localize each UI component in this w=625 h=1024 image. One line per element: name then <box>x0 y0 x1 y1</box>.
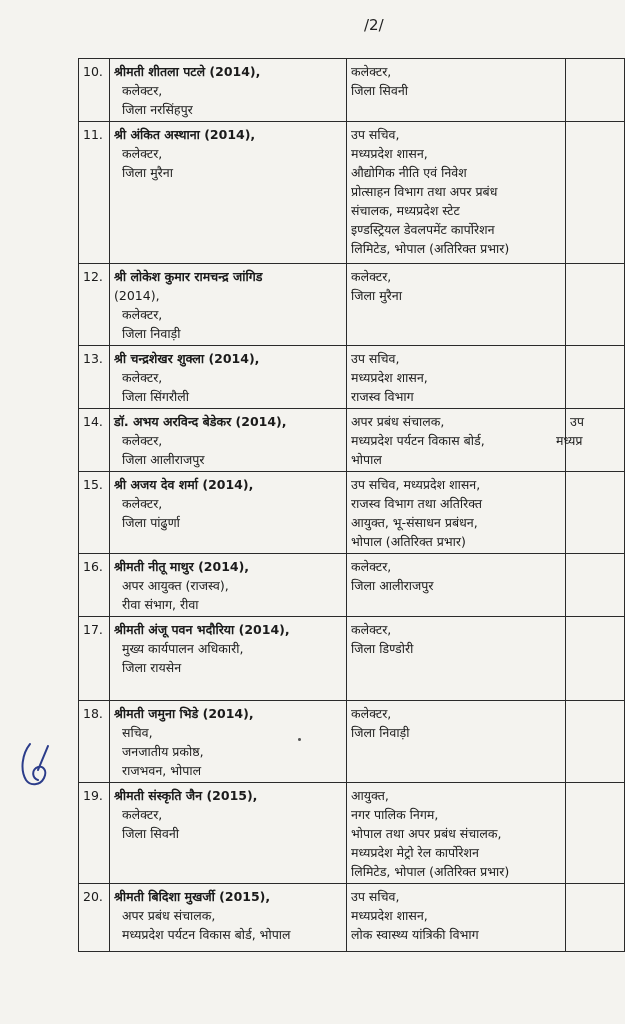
officer-name: श्रीमती जमुना भिडे (2014), <box>114 706 254 721</box>
table-row <box>79 617 625 701</box>
officer-cell <box>110 409 347 472</box>
new-posting-cell <box>347 122 566 264</box>
officer-cell <box>110 884 347 952</box>
new-posting-line: औद्योगिक नीति एवं निवेश <box>351 165 467 180</box>
officer-current-post: मध्यप्रदेश पर्यटन विकास बोर्ड, भोपाल <box>122 927 291 942</box>
remarks-cell <box>566 59 625 122</box>
officer-current-post: सचिव, <box>122 725 153 740</box>
new-posting-line: उप सचिव, <box>351 127 400 142</box>
officer-cell <box>110 346 347 409</box>
officer-current-post: जनजातीय प्रकोष्ठ, <box>122 744 204 759</box>
table-row <box>79 783 625 884</box>
table-row <box>79 884 625 952</box>
serial-number: 15. <box>79 472 110 554</box>
table-row <box>79 59 625 122</box>
officer-name: श्रीमती बिदिशा मुखर्जी (2015), <box>114 889 271 904</box>
new-posting-cell <box>347 617 566 701</box>
new-posting-cell <box>347 59 566 122</box>
officer-name: श्री अंकित अस्थाना (2014), <box>114 127 256 142</box>
officer-current-post: मुख्य कार्यपालन अधिकारी, <box>122 641 244 656</box>
new-posting-line: नगर पालिक निगम, <box>351 807 439 822</box>
new-posting-line: मध्यप्रदेश शासन, <box>351 908 428 923</box>
remarks-cell <box>566 472 625 554</box>
new-posting-line: प्रोत्साहन विभाग तथा अपर प्रबंध <box>351 184 498 199</box>
officer-current-post: (2014), <box>114 288 160 303</box>
officer-current-post: कलेक्टर, <box>122 370 163 385</box>
officer-cell <box>110 617 347 701</box>
table-row <box>79 346 625 409</box>
new-posting-line: इण्डस्ट्रियल डेवलपमेंट कार्पोरेशन <box>351 222 495 237</box>
new-posting-line: मध्यप्रदेश शासन, <box>351 146 428 161</box>
officer-current-post: अपर आयुक्त (राजस्व), <box>122 578 229 593</box>
serial-number: 20. <box>79 884 110 952</box>
officer-current-post: कलेक्टर, <box>122 807 163 822</box>
serial-number: 11. <box>79 122 110 264</box>
page-number: /2/ <box>364 16 384 34</box>
serial-number: 18. <box>79 701 110 783</box>
officer-current-post: कलेक्टर, <box>122 433 163 448</box>
remarks-cell <box>566 554 625 617</box>
remarks-cell <box>566 701 625 783</box>
remarks-cell <box>566 884 625 952</box>
officer-current-post: जिला रायसेन <box>122 660 182 675</box>
officer-name: श्री अजय देव शर्मा (2014), <box>114 477 254 492</box>
officer-current-post: जिला मुरैना <box>122 165 173 180</box>
officer-cell <box>110 554 347 617</box>
new-posting-line: कलेक्टर, <box>351 706 392 721</box>
officer-name: श्रीमती अंजू पवन भदौरिया (2014), <box>114 622 290 637</box>
officer-current-post: जिला सिंगरौली <box>122 389 189 404</box>
officer-current-post: जिला सिवनी <box>122 826 180 841</box>
new-posting-line: कलेक्टर, <box>351 64 392 79</box>
remarks-cell <box>566 617 625 701</box>
officer-name: श्रीमती संस्कृति जैन (2015), <box>114 788 258 803</box>
new-posting-cell <box>347 346 566 409</box>
new-posting-line: उप सचिव, <box>351 351 400 366</box>
new-posting-line: अपर प्रबंध संचालक, <box>351 414 445 429</box>
new-posting-cell <box>347 783 566 884</box>
table-row <box>79 264 625 346</box>
new-posting-line: उप सचिव, मध्यप्रदेश शासन, <box>351 477 481 492</box>
table-row <box>79 554 625 617</box>
officer-current-post: कलेक्टर, <box>122 146 163 161</box>
serial-number: 19. <box>79 783 110 884</box>
officer-cell <box>110 59 347 122</box>
officer-current-post: राजभवन, भोपाल <box>122 763 202 778</box>
new-posting-line: राजस्व विभाग तथा अतिरिक्त <box>351 496 483 511</box>
serial-number: 12. <box>79 264 110 346</box>
remarks-cell <box>566 346 625 409</box>
new-posting-cell <box>347 554 566 617</box>
transfer-table <box>78 58 625 952</box>
new-posting-line: जिला आलीराजपुर <box>351 578 434 593</box>
new-posting-line: जिला मुरैना <box>351 288 402 303</box>
officer-cell <box>110 122 347 264</box>
officer-current-post: कलेक्टर, <box>122 496 163 511</box>
officer-name: श्रीमती शीतला पटले (2014), <box>114 64 261 79</box>
new-posting-line: मध्यप्रदेश शासन, <box>351 370 428 385</box>
table-row <box>79 122 625 264</box>
serial-number: 17. <box>79 617 110 701</box>
remarks-cell <box>556 409 625 472</box>
officer-name: डॉ. अभय अरविन्द बेडेकर (2014), <box>114 414 287 429</box>
new-posting-line: कलेक्टर, <box>351 622 392 637</box>
new-posting-line: कलेक्टर, <box>351 269 392 284</box>
officer-name: श्रीमती नीतू माथुर (2014), <box>114 559 250 574</box>
new-posting-line: आयुक्त, भू-संसाधन प्रबंधन, <box>351 515 478 530</box>
new-posting-line: भोपाल <box>351 452 382 467</box>
new-posting-line: भोपाल तथा अपर प्रबंध संचालक, <box>351 826 502 841</box>
new-posting-line: मध्यप्रदेश पर्यटन विकास बोर्ड, <box>351 433 485 448</box>
table-row <box>79 409 625 472</box>
officer-current-post: जिला पांढुर्णा <box>122 515 180 530</box>
new-posting-line: उप सचिव, <box>351 889 400 904</box>
officer-current-post: कलेक्टर, <box>122 83 163 98</box>
new-posting-line: जिला सिवनी <box>351 83 409 98</box>
officer-current-post: अपर प्रबंध संचालक, <box>122 908 216 923</box>
new-posting-line: राजस्व विभाग <box>351 389 414 404</box>
officer-name: श्री लोकेश कुमार रामचन्द्र जांगिड <box>114 269 263 284</box>
new-posting-line: लोक स्वास्थ्य यांत्रिकी विभाग <box>351 927 479 942</box>
new-posting-line: जिला डिण्डोरी <box>351 641 414 656</box>
remarks-cell <box>566 264 625 346</box>
officer-current-post: जिला निवाड़ी <box>122 326 181 341</box>
officer-cell <box>110 472 347 554</box>
signature-mark <box>18 740 54 790</box>
table-row <box>79 472 625 554</box>
serial-number: 13. <box>79 346 110 409</box>
remarks-line: उप <box>570 414 584 429</box>
serial-number: 16. <box>79 554 110 617</box>
remarks-cell <box>566 783 625 884</box>
new-posting-line: आयुक्त, <box>351 788 389 803</box>
remarks-line: मध्यप्र <box>556 433 583 448</box>
remarks-cell <box>566 122 625 264</box>
officer-current-post: जिला नरसिंहपुर <box>122 102 193 117</box>
new-posting-cell <box>347 409 566 472</box>
new-posting-line: संचालक, मध्यप्रदेश स्टेट <box>351 203 460 218</box>
table-row <box>79 701 625 783</box>
officer-current-post: जिला आलीराजपुर <box>122 452 205 467</box>
new-posting-line: मध्यप्रदेश मेट्रो रेल कार्पोरेशन <box>351 845 479 860</box>
officer-name: श्री चन्द्रशेखर शुक्ला (2014), <box>114 351 260 366</box>
officer-cell <box>110 264 347 346</box>
serial-number: 10. <box>79 59 110 122</box>
officer-current-post: कलेक्टर, <box>122 307 163 322</box>
officer-current-post: रीवा संभाग, रीवा <box>122 597 199 612</box>
serial-number: 14. <box>79 409 110 472</box>
new-posting-cell <box>347 472 566 554</box>
new-posting-cell <box>347 884 566 952</box>
new-posting-line: जिला निवाड़ी <box>351 725 410 740</box>
new-posting-line: कलेक्टर, <box>351 559 392 574</box>
new-posting-line: लिमिटेड, भोपाल (अतिरिक्त प्रभार) <box>351 864 510 879</box>
new-posting-cell <box>347 264 566 346</box>
new-posting-line: भोपाल (अतिरिक्त प्रभार) <box>351 534 466 549</box>
new-posting-line: लिमिटेड, भोपाल (अतिरिक्त प्रभार) <box>351 241 510 256</box>
new-posting-cell <box>347 701 566 783</box>
officer-cell <box>110 701 347 783</box>
officer-cell <box>110 783 347 884</box>
ink-dot <box>298 738 301 741</box>
